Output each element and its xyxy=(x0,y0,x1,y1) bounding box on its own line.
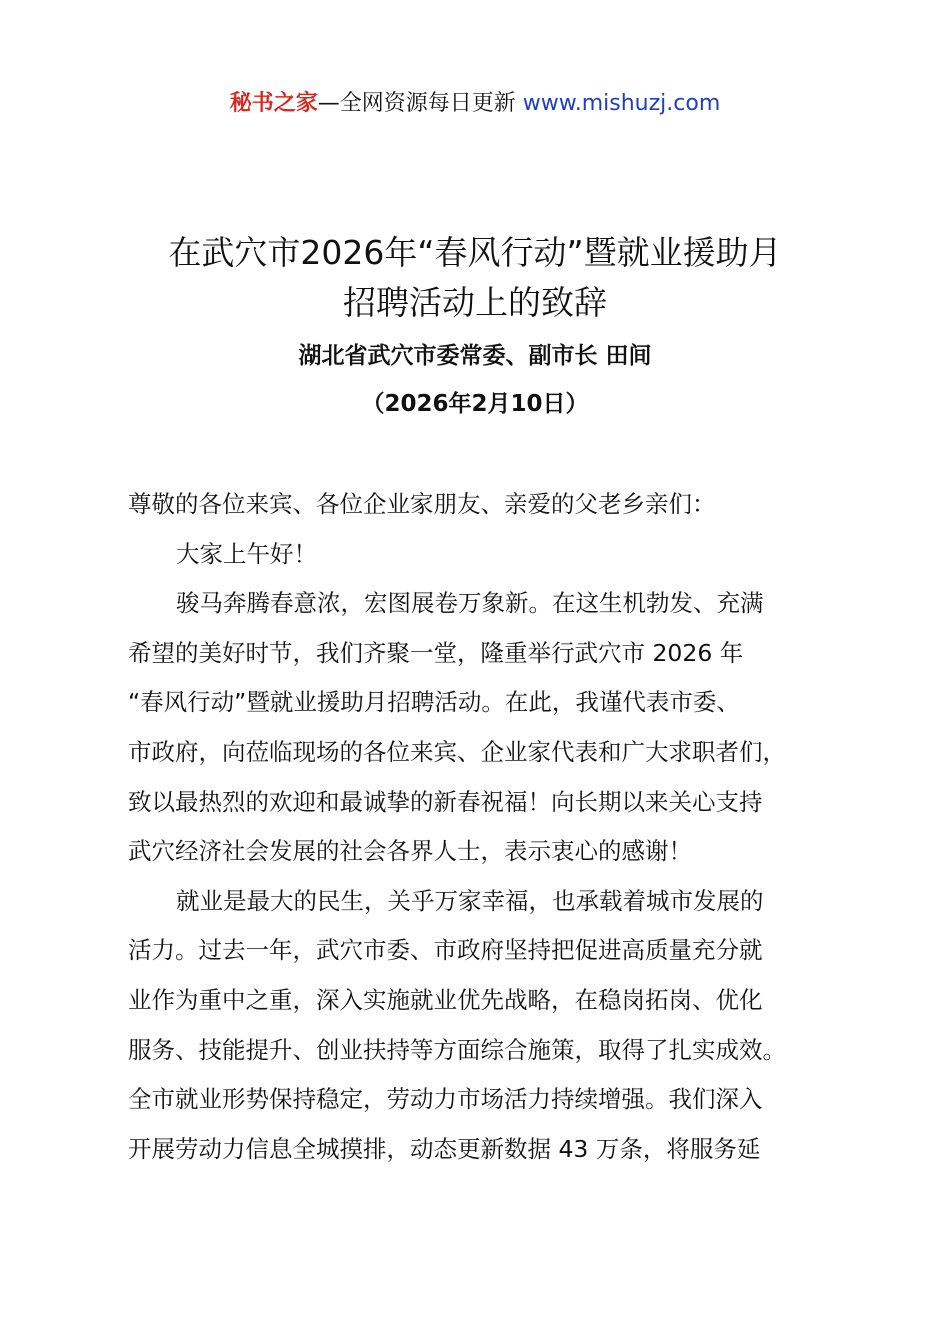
body-line: 市政府，向莅临现场的各位来宾、企业家代表和广大求职者们， xyxy=(128,737,786,766)
site-tagline: —全网资源每日更新 xyxy=(317,91,523,116)
body-line: 致以最热烈的欢迎和最诚挚的新春祝福！向长期以来关心支持 xyxy=(128,787,763,816)
title-line-1: 在武穴市2026年“春风行动”暨就业援助月 xyxy=(168,233,782,272)
body-line: “春风行动”暨就业援助月招聘活动。在此，我谨代表市委、 xyxy=(128,688,740,717)
document-date: （2026年2月10日） xyxy=(361,391,589,417)
body-line: 活力。过去一年，武穴市委、市政府坚持把促进高质量充分就 xyxy=(128,936,763,965)
document-body xyxy=(128,480,858,1174)
body-line: 就业是最大的民生，关乎万家幸福，也承载着城市发展的 xyxy=(176,886,764,915)
body-line: 业作为重中之重，深入实施就业优先战略，在稳岗拓岗、优化 xyxy=(128,985,763,1014)
body-line: 全市就业形势保持稳定，劳动力市场活力持续增强。我们深入 xyxy=(128,1085,763,1114)
body-line: 服务、技能提升、创业扶持等方面综合施策，取得了扎实成效。 xyxy=(128,1035,786,1064)
salutation: 尊敬的各位来宾、各位企业家朋友、亲爱的父老乡亲们： xyxy=(128,490,716,518)
document-author: 湖北省武穴市委常委、副市长 田间 xyxy=(298,343,652,369)
site-header xyxy=(0,86,950,122)
body-line: 骏马奔腾春意浓，宏图展卷万象新。在这生机勃发、充满 xyxy=(176,589,764,618)
greeting: 大家上午好！ xyxy=(176,539,317,568)
body-line: 武穴经济社会发展的社会各界人士，表示衷心的感谢！ xyxy=(128,837,692,866)
site-brand: 秘书之家 xyxy=(229,91,318,116)
site-url-link[interactable]: www.mishuzj.com xyxy=(522,91,721,116)
title-line-2: 招聘活动上的致辞 xyxy=(343,283,607,322)
body-line: 开展劳动力信息全城摸排，动态更新数据 43 万条，将服务延 xyxy=(128,1134,761,1163)
body-line: 希望的美好时节，我们齐聚一堂，隆重举行武穴市 2026 年 xyxy=(128,638,744,667)
document-title xyxy=(0,228,950,328)
